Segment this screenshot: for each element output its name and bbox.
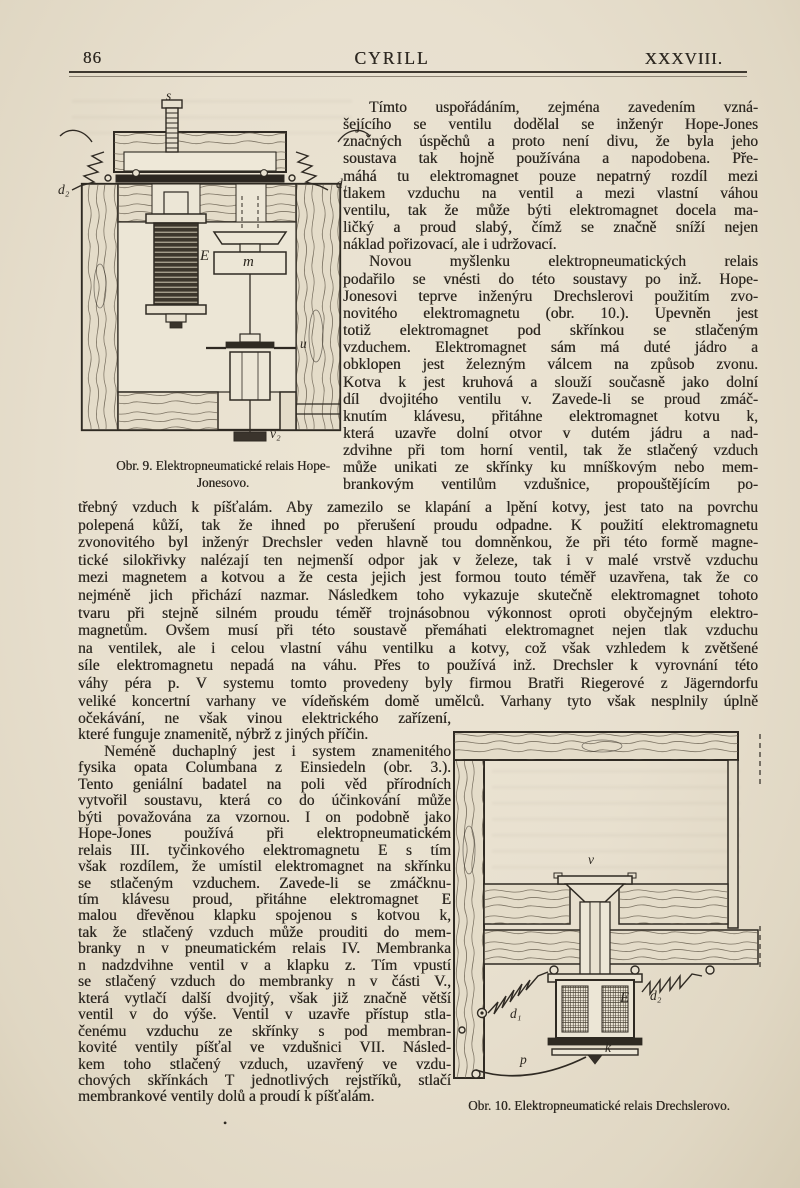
text-line: máhá tu elektromagnet pouze nepatrný rozdíl mezi bbox=[343, 167, 758, 185]
text-line: šejícího se ventilu dodělal se inženýr Hope-Jones bbox=[343, 116, 758, 134]
text-line: vytvořil soustavu, která co do účinkování může bbox=[78, 792, 451, 810]
relay-diagram-drechsler bbox=[452, 730, 768, 1090]
text-line: fysika opata Columbana z Einsiedeln (obr. 3.). bbox=[78, 759, 451, 777]
text-line: branky n v pneumatickém relais IV. Membranka bbox=[78, 940, 451, 958]
page-number: 86 bbox=[83, 48, 102, 67]
text-line: Novou myšlenku elektropneumatických relais bbox=[369, 253, 758, 271]
figure-label-v2: v₂ bbox=[270, 426, 281, 441]
text-line: ventilu, tak že může býti elektromagnet docela ma- bbox=[343, 201, 758, 219]
issue-number: XXXVIII. bbox=[644, 49, 723, 68]
text-line: malou dřevěnou klapku spojenou s kotvou k, bbox=[78, 907, 451, 925]
text-line: mezi magnetem a kotvou a že cesta jejich jest formou touto téměř uzavřena, tak že co bbox=[78, 569, 758, 587]
text-line: obklopen jest železným válcem na způsob zvonu. bbox=[343, 356, 758, 374]
text-line: se stlačeným vzduchem. Zavede-li se zmáčknu- bbox=[78, 874, 451, 892]
text-line: nejméně jich přichází nazmar. Následkem toho vykazuje skutečně elektromagnet tohoto bbox=[78, 586, 758, 604]
electromagnet-coil bbox=[146, 184, 206, 328]
text-line: tak že stlačený vzduch může prouditi do mem- bbox=[78, 923, 451, 941]
text-line: n nadzdvihne ventil v a klapku z. Tím vpustí bbox=[78, 956, 451, 974]
text-line: zdvihne při tom horní ventil, tak že stlačený vzduch bbox=[343, 442, 758, 460]
wood-frame bbox=[82, 132, 340, 430]
text-line: tvaru při stejně silném proudu téměř trojnásobnou výkonnost oproti obyčejným elektro- bbox=[78, 604, 758, 622]
figure-obr10 bbox=[452, 730, 768, 1120]
text-column-right bbox=[343, 99, 758, 494]
text-line: totiž elektromagnet pod skřínkou se stlačeným bbox=[343, 322, 758, 340]
text-line: může unikati ze skřínky ku mníškovým nebo mem- bbox=[343, 459, 758, 477]
text-line: podařilo se vnésti do této soustavy po inž. Hope- bbox=[343, 270, 758, 288]
header-rule bbox=[69, 71, 747, 77]
text-line: které funguje znamenitě, nýbrž z jiných příčin. bbox=[78, 726, 369, 744]
text-line: polepená kůží, tak že ihned po přerušení proudu odpadne. K použití elektromagnetu bbox=[78, 516, 758, 534]
figure-label-d2: d₂ bbox=[650, 988, 662, 1003]
text-line: ličký a proud slabý, čímž se značně sníží nejen bbox=[343, 219, 758, 237]
figure-label-s: s bbox=[166, 88, 172, 103]
text-column-left bbox=[78, 711, 451, 1106]
text-line: Kotva k jest kruhová a slouží současně jako dolní bbox=[343, 373, 758, 391]
text-line: veliké koncertní varhany ve vídeňském domě umělců. Varhany tyto však nesplnily úplně bbox=[78, 692, 758, 710]
text-line: Neméně duchaplný jest i system znamenitého bbox=[104, 742, 451, 760]
text-line: váhy péra p. V systemu tomto provedeny byly firmou Bratři Riegerové z Jägerndorfu bbox=[78, 674, 758, 692]
figure-label-d1: d₁ bbox=[510, 1006, 522, 1021]
text-line: zvonovitého byl inženýr Drechsler veden hlavně tou domněnkou, že při této formě magne- bbox=[78, 534, 758, 552]
page-header bbox=[69, 48, 747, 80]
figure10-caption: Obr. 10. Elektropneumatické relais Drechslerovo. bbox=[468, 1098, 730, 1113]
text-line: Jonesovi teprve inženýru Drechslerovi použitím zvo- bbox=[343, 287, 758, 305]
figure-label-v: v bbox=[588, 852, 594, 867]
text-line: na ventilek, ale i celou vlastní váhu ventilku a kotvy, což však vzhledem k zvětšené bbox=[78, 639, 758, 657]
text-line: však rozdílem, že umístil elektromagnet na skřínku bbox=[78, 858, 451, 876]
text-line: náklad pořizovací, ale i udržovací. bbox=[343, 236, 557, 254]
text-line: tické silokřivky nalézají ten nejmenší odpor jak v železe, tak i v malé vrstvě vzduchu bbox=[78, 551, 758, 569]
text-line: ventil v do výše. Ventil v uzavře přístup stla- bbox=[78, 1006, 451, 1024]
relay-diagram-hope-jones bbox=[58, 96, 372, 452]
figure-label-E: E bbox=[620, 990, 630, 1006]
text-line: značných úspěchů a proto není divu, že byla jeho bbox=[343, 133, 758, 151]
text-line: chových skřínkách T jednotlivých rejstříků, stlačí bbox=[78, 1071, 451, 1089]
figure9-caption: Obr. 9. Elektropneumatické relais Hope- Jonesovo. bbox=[116, 458, 330, 490]
journal-title: CYRILL bbox=[354, 48, 430, 68]
figure-label-E: E bbox=[200, 248, 210, 264]
text-line: třebný vzduch k píšťalám. Aby zamezilo se klapání a lpění kotvy, jest tato na povrchu bbox=[78, 499, 758, 516]
text-line: kovité ventily píšťal ve vzdušnici VII. Násled- bbox=[78, 1039, 451, 1057]
text-line: soustava tak hojně používána a napodobena. Pře- bbox=[343, 150, 758, 168]
figure-label-p: p bbox=[520, 1052, 527, 1067]
figure-label-d1: d₁ bbox=[336, 176, 348, 191]
text-line: která vytlačí další dvojitý, však již značně větší bbox=[78, 989, 451, 1007]
text-line: magnetům. Ovšem musí při této soustavě přemáhati elektromagnet nejen tlak vzduchu bbox=[78, 622, 758, 640]
text-line: čenému vzduchu ze skřínky s pod membran- bbox=[78, 1022, 451, 1040]
text-line: membrankové ventily dolů a proudí k píšťalám. bbox=[78, 1088, 375, 1106]
text-line: tím klávesu proud, přitáhne elektromagnet E bbox=[78, 890, 451, 908]
text-line: Hope-Jones používá při elektropneumatickém bbox=[78, 825, 451, 843]
figure-label-d2: d₂ bbox=[58, 182, 70, 197]
text-line: tlakem vzduchu na ventil a mezi vlastní váhou bbox=[343, 184, 758, 202]
text-line: vzduchem. Elektromagnet sám má duté jádro a bbox=[343, 339, 758, 357]
figure-label-u: u bbox=[300, 336, 307, 351]
text-line: se stlačený vzduch do membranky n v části V., bbox=[78, 973, 451, 991]
text-line: Tento geniální badatel na poli věd přírodních bbox=[78, 775, 451, 793]
text-line: která uzavře dolní otvor v dutém jádru a nad- bbox=[343, 424, 758, 442]
text-line: knutím klávesu, přitáhne elektromagnet kotvu k, bbox=[343, 407, 758, 425]
bell-electromagnet bbox=[548, 974, 642, 1064]
text-line: býti považována za vzornou. I on podobně jako bbox=[78, 808, 451, 826]
text-line: Tímto uspořádáním, zejména zavedením vzná- bbox=[369, 99, 758, 116]
section-separator: • bbox=[223, 1116, 228, 1130]
text-line: očekávání, ne však vinou elektrického zařízení, bbox=[78, 710, 451, 727]
text-line: brankovým ventilům vzdušnice, propouštějícím po- bbox=[343, 476, 758, 494]
text-line: kem toho stlačený vzduch, uzavřený ve vzdu- bbox=[78, 1055, 451, 1073]
text-line: relais III. tyčinkového elektromagnetu E s tím bbox=[78, 841, 451, 859]
figure-label-m: m bbox=[243, 254, 254, 270]
figure-label-k: k bbox=[605, 1040, 611, 1055]
text-line: novitého elektromagnetu (obr. 10.). Upevněn jest bbox=[343, 304, 758, 322]
text-line: síle elektromagnetu nepadá na váhu. Přes to používá inž. Drechsler k vyrovnání této bbox=[78, 657, 758, 675]
text-line: díl dvojitého ventilu v. Zavede-li se proud zmáč- bbox=[343, 390, 758, 408]
figure-obr9 bbox=[58, 88, 372, 496]
text-full-width bbox=[78, 499, 758, 710]
